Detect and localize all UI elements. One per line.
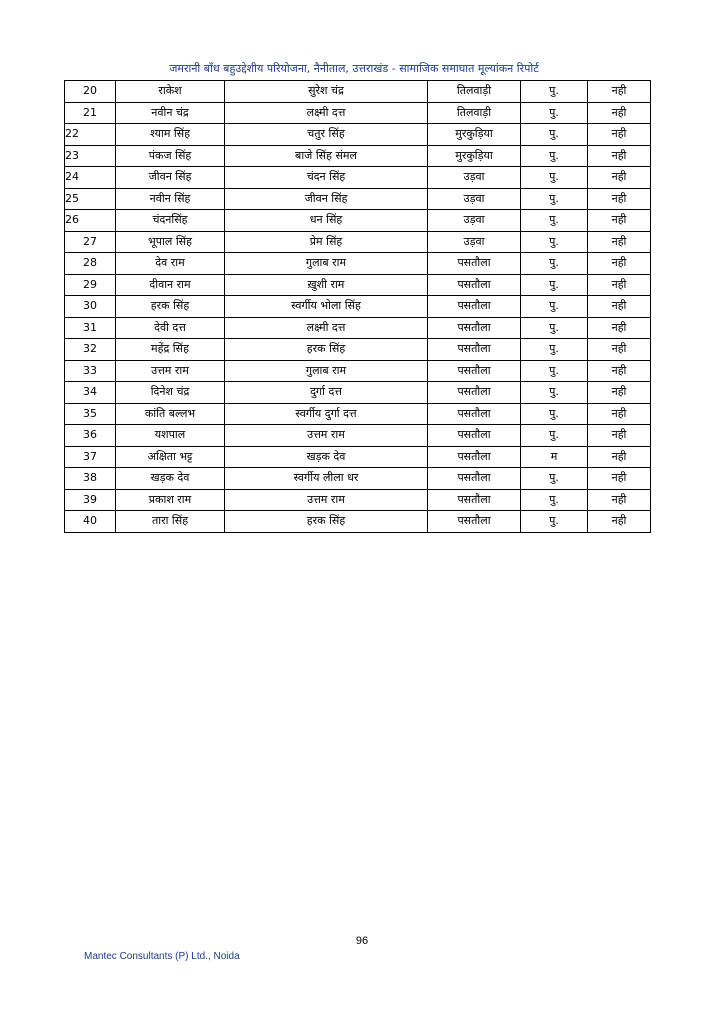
name-cell: भूपाल सिंह [116, 231, 225, 253]
table-row [65, 188, 651, 210]
table-row [65, 296, 651, 318]
gender-cell: पु. [521, 253, 588, 275]
village-cell: उड़वा [428, 210, 521, 232]
serial-number-cell: 30 [65, 296, 116, 318]
status-cell: नही [588, 468, 651, 490]
status-cell: नही [588, 511, 651, 533]
village-cell: पसतौला [428, 489, 521, 511]
village-cell: पसतौला [428, 253, 521, 275]
serial-number-cell: 23 [65, 145, 116, 167]
name-cell: कांति बल्लभ [116, 403, 225, 425]
father-name-cell: लक्ष्मी दत्त [225, 317, 428, 339]
name-cell: खड़क देव [116, 468, 225, 490]
table-row [65, 274, 651, 296]
gender-cell: पु. [521, 274, 588, 296]
gender-cell: पु. [521, 403, 588, 425]
village-cell: पसतौला [428, 360, 521, 382]
gender-cell: पु. [521, 188, 588, 210]
status-cell: नही [588, 446, 651, 468]
village-cell: तिलवाड़ी [428, 81, 521, 103]
table-row [65, 102, 651, 124]
status-cell: नही [588, 489, 651, 511]
table-row [65, 382, 651, 404]
name-cell: यशपाल [116, 425, 225, 447]
table-row [65, 253, 651, 275]
father-name-cell: जीवन सिंह [225, 188, 428, 210]
table-row [65, 446, 651, 468]
affected-persons-table [64, 80, 651, 533]
father-name-cell: गुलाब राम [225, 360, 428, 382]
father-name-cell: धन सिंह [225, 210, 428, 232]
table-row [65, 360, 651, 382]
status-cell: नही [588, 339, 651, 361]
name-cell: हरक सिंह [116, 296, 225, 318]
serial-number-cell: 33 [65, 360, 116, 382]
table-row [65, 167, 651, 189]
father-name-cell: चंदन सिंह [225, 167, 428, 189]
father-name-cell: हरक सिंह [225, 339, 428, 361]
name-cell: नवीन सिंह [116, 188, 225, 210]
village-cell: उड़वा [428, 188, 521, 210]
status-cell: नही [588, 425, 651, 447]
table-row [65, 210, 651, 232]
table-row [65, 231, 651, 253]
name-cell: राकेश [116, 81, 225, 103]
serial-number-cell: 22 [65, 124, 116, 146]
father-name-cell: हरक सिंह [225, 511, 428, 533]
serial-number-cell: 37 [65, 446, 116, 468]
serial-number-cell: 27 [65, 231, 116, 253]
status-cell: नही [588, 296, 651, 318]
gender-cell: पु. [521, 145, 588, 167]
name-cell: तारा सिंह [116, 511, 225, 533]
serial-number-cell: 29 [65, 274, 116, 296]
name-cell: अक्षिता भट्ट [116, 446, 225, 468]
table-body [65, 81, 651, 533]
father-name-cell: सुरेश चंद्र [225, 81, 428, 103]
serial-number-cell: 24 [65, 167, 116, 189]
name-cell: जीवन सिंह [116, 167, 225, 189]
gender-cell: पु. [521, 511, 588, 533]
table-row [65, 317, 651, 339]
gender-cell: पु. [521, 231, 588, 253]
gender-cell: पु. [521, 167, 588, 189]
status-cell: नही [588, 124, 651, 146]
father-name-cell: बाजे सिंह संमल [225, 145, 428, 167]
name-cell: प्रकाश राम [116, 489, 225, 511]
father-name-cell: गुलाब राम [225, 253, 428, 275]
report-header: जमरानी बाँध बहुउद्देशीय परियोजना, नैनीताल, उत्तराखंड - सामाजिक समाघात मूल्यांकन रिपोर्ट [169, 62, 539, 75]
name-cell: दीवान राम [116, 274, 225, 296]
village-cell: पसतौला [428, 274, 521, 296]
name-cell: महेंद्र सिंह [116, 339, 225, 361]
serial-number-cell: 21 [65, 102, 116, 124]
name-cell: देवी दत्त [116, 317, 225, 339]
serial-number-cell: 32 [65, 339, 116, 361]
father-name-cell: लक्ष्मी दत्त [225, 102, 428, 124]
gender-cell: म [521, 446, 588, 468]
serial-number-cell: 35 [65, 403, 116, 425]
father-name-cell: उत्तम राम [225, 425, 428, 447]
serial-number-cell: 38 [65, 468, 116, 490]
name-cell: पंकज सिंह [116, 145, 225, 167]
serial-number-cell: 40 [65, 511, 116, 533]
gender-cell: पु. [521, 425, 588, 447]
status-cell: नही [588, 403, 651, 425]
father-name-cell: चतुर सिंह [225, 124, 428, 146]
status-cell: नही [588, 167, 651, 189]
village-cell: पसतौला [428, 296, 521, 318]
village-cell: पसतौला [428, 317, 521, 339]
name-cell: देव राम [116, 253, 225, 275]
status-cell: नही [588, 145, 651, 167]
serial-number-cell: 25 [65, 188, 116, 210]
father-name-cell: उत्तम राम [225, 489, 428, 511]
footer-company: Mantec Consultants (P) Ltd., Noida [84, 951, 240, 962]
name-cell: उत्तम राम [116, 360, 225, 382]
village-cell: पसतौला [428, 511, 521, 533]
name-cell: नवीन चंद्र [116, 102, 225, 124]
village-cell: मुरकुड़िया [428, 145, 521, 167]
gender-cell: पु. [521, 210, 588, 232]
table-row [65, 145, 651, 167]
name-cell: श्याम सिंह [116, 124, 225, 146]
father-name-cell: स्वर्गीय भोला सिंह [225, 296, 428, 318]
table-row [65, 403, 651, 425]
serial-number-cell: 36 [65, 425, 116, 447]
gender-cell: पु. [521, 339, 588, 361]
village-cell: उड़वा [428, 231, 521, 253]
table-row [65, 425, 651, 447]
status-cell: नही [588, 317, 651, 339]
table-row [65, 81, 651, 103]
village-cell: पसतौला [428, 339, 521, 361]
status-cell: नही [588, 382, 651, 404]
name-cell: दिनेश चंद्र [116, 382, 225, 404]
gender-cell: पु. [521, 468, 588, 490]
gender-cell: पु. [521, 317, 588, 339]
village-cell: पसतौला [428, 403, 521, 425]
serial-number-cell: 28 [65, 253, 116, 275]
village-cell: पसतौला [428, 382, 521, 404]
father-name-cell: स्वर्गीय दुर्गा दत्त [225, 403, 428, 425]
gender-cell: पु. [521, 102, 588, 124]
gender-cell: पु. [521, 296, 588, 318]
status-cell: नही [588, 253, 651, 275]
gender-cell: पु. [521, 360, 588, 382]
table-row [65, 489, 651, 511]
table-row [65, 468, 651, 490]
father-name-cell: प्रेम सिंह [225, 231, 428, 253]
status-cell: नही [588, 274, 651, 296]
status-cell: नही [588, 210, 651, 232]
gender-cell: पु. [521, 124, 588, 146]
village-cell: पसतौला [428, 446, 521, 468]
village-cell: पसतौला [428, 468, 521, 490]
gender-cell: पु. [521, 382, 588, 404]
table-row [65, 511, 651, 533]
status-cell: नही [588, 231, 651, 253]
gender-cell: पु. [521, 489, 588, 511]
serial-number-cell: 26 [65, 210, 116, 232]
serial-number-cell: 39 [65, 489, 116, 511]
table-row [65, 124, 651, 146]
status-cell: नही [588, 102, 651, 124]
page-number: 96 [355, 935, 369, 947]
table-row [65, 339, 651, 361]
father-name-cell: दुर्गा दत्त [225, 382, 428, 404]
father-name-cell: ख़ुशी राम [225, 274, 428, 296]
village-cell: तिलवाड़ी [428, 102, 521, 124]
gender-cell: पु. [521, 81, 588, 103]
status-cell: नही [588, 81, 651, 103]
father-name-cell: स्वर्गीय लीला धर [225, 468, 428, 490]
serial-number-cell: 31 [65, 317, 116, 339]
serial-number-cell: 20 [65, 81, 116, 103]
village-cell: मुरकुड़िया [428, 124, 521, 146]
father-name-cell: खड़क देव [225, 446, 428, 468]
status-cell: नही [588, 188, 651, 210]
name-cell: चंदनसिंह [116, 210, 225, 232]
serial-number-cell: 34 [65, 382, 116, 404]
village-cell: उड़वा [428, 167, 521, 189]
status-cell: नही [588, 360, 651, 382]
village-cell: पसतौला [428, 425, 521, 447]
